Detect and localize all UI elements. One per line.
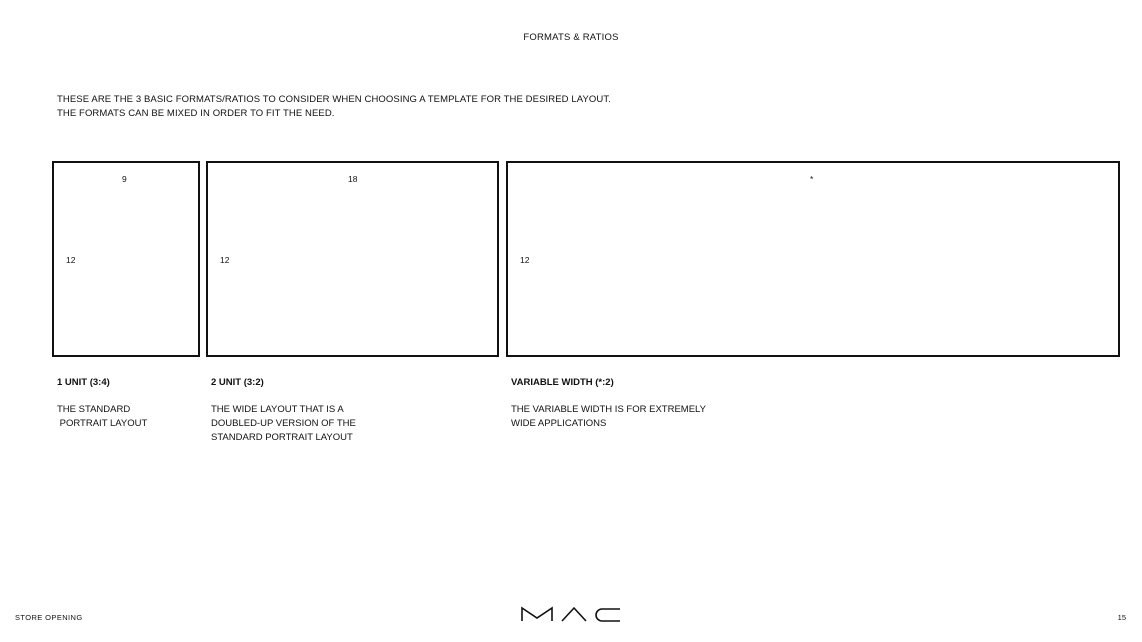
format-title-3: VARIABLE WIDTH (*:2) [511,377,614,388]
format-description-1: THE STANDARD PORTRAIT LAYOUT [57,404,148,429]
format-title-1: 1 UNIT (3:4) [57,377,110,388]
mac-logo [520,606,622,622]
format-box-1-unit [52,161,200,357]
format-height-label: 12 [220,255,230,265]
format-width-label: 18 [348,174,358,184]
format-description-2: THE WIDE LAYOUT THAT IS A DOUBLED-UP VERSION OF THE STANDARD PORTRAIT LAYOUT [211,404,356,443]
format-box-variable-width [506,161,1120,357]
format-box-2-unit [206,161,499,357]
format-height-label: 12 [66,255,76,265]
format-description-3: THE VARIABLE WIDTH IS FOR EXTREMELY WIDE APPLICATIONS [511,404,706,429]
page-number: 15 [1117,613,1126,622]
format-title-2: 2 UNIT (3:2) [211,377,264,388]
format-width-label: * [810,174,814,184]
footer-section-label: STORE OPENING [15,613,83,622]
format-height-label: 12 [520,255,530,265]
intro-line-1: THESE ARE THE 3 BASIC FORMATS/RATIOS TO CONSIDER WHEN CHOOSING A TEMPLATE FOR THE DESIRED LAYOUT. [57,94,611,105]
intro-line-2: THE FORMATS CAN BE MIXED IN ORDER TO FIT THE NEED. [57,108,335,119]
page-title: FORMATS & RATIOS [523,32,619,43]
format-width-label: 9 [122,174,127,184]
